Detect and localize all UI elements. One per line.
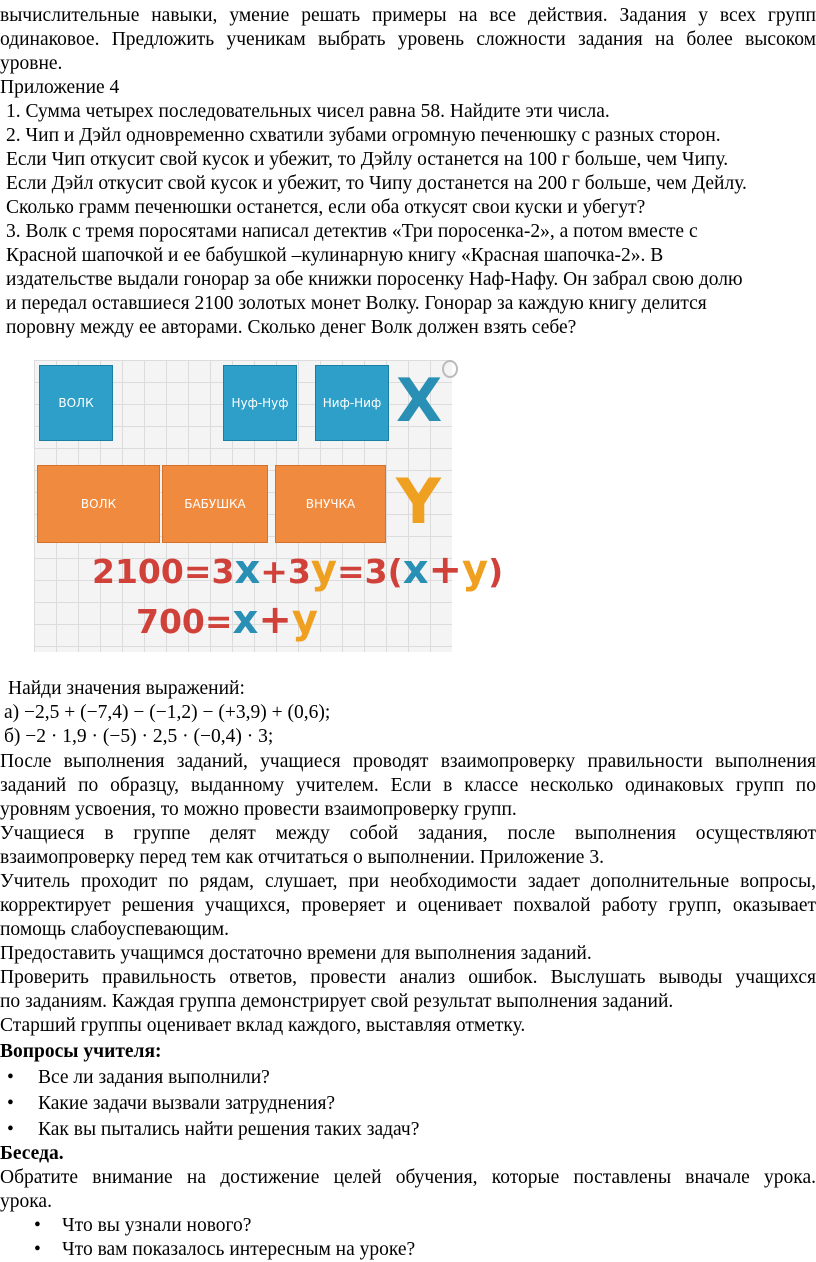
talk-text: урока. <box>0 1191 52 1212</box>
eq2-y: y <box>291 597 318 643</box>
paragraph-line: Предоставить учащимся достаточно времени для выполнения заданий. <box>0 943 592 964</box>
paragraph-line: уровням усвоения, то можно провести взаимопроверку групп. <box>0 799 517 820</box>
problem-line: издательстве выдали гонорар за обе книжки поросенку Наф-Нафу. Он забрал свою долю <box>6 269 743 290</box>
eq1-part: ) <box>488 552 504 591</box>
equation-slide-image <box>34 360 504 652</box>
eq1-part: 2100= <box>92 552 212 591</box>
slide-corner-mark <box>442 360 458 378</box>
problem-line: поровну между ее авторами. Сколько денег Волк должен взять себе? <box>6 317 577 338</box>
blue-box-nuf-nuf: Нуф-Нуф <box>223 365 297 441</box>
problem-line: 1. Сумма четырех последовательных чисел равна 58. Найдите эти числа. <box>6 101 610 122</box>
paragraph-line: Старший группы оценивает вклад каждого, выставляя отметку. <box>0 1015 526 1036</box>
talk-text: Обратите внимание на достижение целей обучения, которые поставлены вначале урока. <box>0 1167 816 1188</box>
expressions-title: Найди значения выражений: <box>8 678 245 699</box>
paragraph-line: по заданиям. Каждая группа демонстрирует свой результат выполнения заданий. <box>0 991 674 1012</box>
eq1-y: y <box>310 547 337 593</box>
problem-line: и передал оставшиеся 2100 золотых монет Волку. Гонорар за каждую книгу делится <box>6 293 707 314</box>
equation-1 <box>92 546 503 596</box>
paragraph-line: Учащиеся в группе делят между собой задания, после выполнения осуществляют <box>0 823 816 844</box>
orange-box-wolf: ВОЛК <box>37 465 160 543</box>
paragraph-line: взаимопроверку перед тем как отчитаться о выполнении. Приложение 3. <box>0 847 604 868</box>
orange-box-grandma: БАБУШКА <box>162 465 268 543</box>
expression-b: б) −2 · 1,9 · (−5) · 2,5 · (−0,4) · 3; <box>4 726 274 747</box>
blue-box-wolf: ВОЛК <box>39 365 113 441</box>
variable-y-label: Y <box>396 465 441 538</box>
expression-a: а) −2,5 + (−7,4) − (−1,2) − (+3,9) + (0,6); <box>4 702 331 723</box>
eq1-part: + <box>428 547 463 593</box>
problem-line: Если Дэйл откусит свой кусок и убежит, то Чипу достанется на 200 г больше, чем Дейлу. <box>6 173 747 194</box>
talk-title: Беседа. <box>0 1143 64 1164</box>
eq1-y: y <box>462 547 489 593</box>
paragraph-line: вычислительные навыки, умение решать примеры на все действия. Задания у всех групп <box>0 5 816 26</box>
bullet-icon: • <box>7 1067 14 1088</box>
problem-line: Сколько грамм печенюшки останется, если оба откусят свои куски и убегут? <box>6 197 646 218</box>
eq2-part: 700= <box>136 602 233 641</box>
equation-2 <box>136 596 318 646</box>
bullet-icon: • <box>7 1093 14 1114</box>
paragraph-line: заданий по образцу, выданному учителем. Если в классе несколько одинаковых групп по <box>0 775 816 796</box>
eq1-x: x <box>402 547 429 593</box>
problem-line: Красной шапочкой и ее бабушкой –кулинарную книгу «Красная шапочка-2». В <box>6 245 664 266</box>
problem-line: 2. Чип и Дэйл одновременно схватили зубами огромную печенюшку с разных сторон. <box>6 125 721 146</box>
bullet-icon: • <box>34 1215 41 1236</box>
teacher-questions-title: Вопросы учителя: <box>0 1041 162 1062</box>
problem-line: 3. Волк с тремя поросятами написал детектив «Три поросенка-2», а потом вместе с <box>6 221 698 242</box>
paragraph-line: помощь слабоуспевающим. <box>0 919 229 940</box>
paragraph-line: уровне. <box>0 53 63 74</box>
list-item-text: Что вы узнали нового? <box>62 1215 252 1236</box>
bullet-icon: • <box>34 1239 41 1260</box>
list-item-text: Какие задачи вызвали затруднения? <box>38 1093 336 1114</box>
list-item-text: Все ли задания выполнили? <box>38 1067 270 1088</box>
eq1-part: +3 <box>260 552 311 591</box>
eq2-x: x <box>232 597 259 643</box>
list-item-text: Что вам показалось интересным на уроке? <box>62 1239 416 1260</box>
eq2-part: + <box>258 597 292 643</box>
eq1-part: =3( <box>336 552 403 591</box>
list-item-text: Как вы пытались найти решения таких задач? <box>38 1119 420 1140</box>
paragraph-line: Учитель проходит по рядам, слушает, при необходимости задает дополнительные вопросы, <box>0 871 816 892</box>
eq1-x: x <box>234 547 261 593</box>
bullet-icon: • <box>7 1119 14 1140</box>
appendix-label: Приложение 4 <box>0 77 120 98</box>
blue-box-nif-nif: Ниф-Ниф <box>315 365 389 441</box>
paragraph-line: После выполнения заданий, учащиеся проводят взаимопроверку правильности выполнения <box>0 751 816 772</box>
paragraph-line: одинаковое. Предложить ученикам выбрать уровень сложности задания на более высоком <box>0 29 816 50</box>
paragraph-line: Проверить правильность ответов, провести анализ ошибок. Выслушать выводы учащихся <box>0 967 816 988</box>
orange-box-granddaughter: ВНУЧКА <box>275 465 386 543</box>
paragraph-line: корректирует решения учащихся, проверяет и оценивает похвалой работу групп, оказывает <box>0 895 816 916</box>
variable-x-label: X <box>396 366 443 436</box>
problem-line: Если Чип откусит свой кусок и убежит, то Дэйлу останется на 100 г больше, чем Чипу. <box>6 149 729 170</box>
eq1-part: 3 <box>211 552 235 591</box>
